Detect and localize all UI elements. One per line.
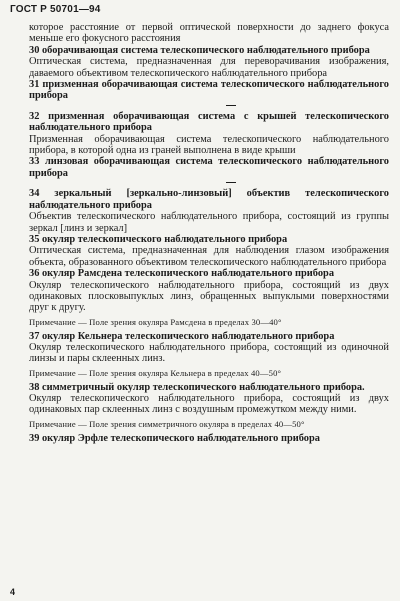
- term-31: 31 призменная оборачивающая система телескопического наблюдательного прибора: [29, 79, 389, 102]
- note-38: Примечание — Поле зрения симметричного окуляра в пределах 40—50°: [29, 418, 305, 429]
- term-32: 32 призменная оборачивающая система с крышей телескопического наблюдательного прибора: [29, 110, 389, 134]
- separator-dash: [29, 181, 389, 186]
- term-30: 30 оборачивающая система телескопического наблюдательного прибора: [29, 44, 370, 56]
- term-34: 34 зеркальный [зеркально-линзовый] объектив телескопического наблюдательного прибора: [29, 188, 389, 211]
- definition-35: Оптическая система, предназначенная для наблюдения глазом изображения объекта, образованного объективом телескопического наблюдательного прибора: [29, 245, 389, 268]
- term-38: 38 симметричный окуляр телескопического наблюдательного прибора.: [29, 381, 365, 393]
- page-number: 4: [10, 587, 16, 597]
- term-39: 39 окуляр Эрфле телескопического наблюдательного прибора: [29, 432, 320, 444]
- definition-32: Призменная оборачивающая система телескопического наблюдательного прибора, в которой одна из граней выполнена в виде крыши: [29, 133, 389, 157]
- note-37: Примечание — Поле зрения окуляра Кельнера в пределах 40—50°: [29, 367, 282, 378]
- term-37: 37 окуляр Кельнера телескопического наблюдательного прибора: [29, 330, 335, 342]
- definition-30: Оптическая система, предназначенная для переворачивания изображения, даваемого объективом телескопического наблюдательного прибора: [29, 56, 389, 79]
- definition-34: Объектив телескопического наблюдательного прибора, состоящий из группы зеркал [линз и зеркал]: [29, 211, 389, 234]
- term-35: 35 окуляр телескопического наблюдательного прибора: [29, 233, 288, 245]
- note-36: Примечание — Поле зрения окуляра Рамсдена в пределах 30—40°: [29, 316, 282, 327]
- definition-38: Окуляр телескопического наблюдательного прибора, состоящий из двух одинаковых пар склеенных линз с воздушным промежутком между ними.: [29, 392, 389, 416]
- document-body: [29, 22, 389, 444]
- continued-text: которое расстояние от первой оптической поверхности до заднего фокуса меньше его фокусного расстояния: [29, 22, 389, 45]
- definition-36: Окуляр телескопического наблюдательного прибора, состоящий из двух одинаковых плосковыпуклых линз, обращенных выпуклыми поверхностями друг к другу.: [29, 279, 389, 314]
- term-36: 36 окуляр Рамсдена телескопического наблюдательного прибора: [29, 268, 335, 280]
- document-header: ГОСТ Р 50701—94: [10, 4, 101, 15]
- separator-dash: [29, 104, 389, 109]
- definition-37: Окуляр телескопического наблюдательного прибора, состоящий из одиночной линзы и пары склеенных линз.: [29, 341, 389, 365]
- term-33: 33 линзовая оборачивающая система телескопического наблюдательного прибора: [29, 156, 389, 179]
